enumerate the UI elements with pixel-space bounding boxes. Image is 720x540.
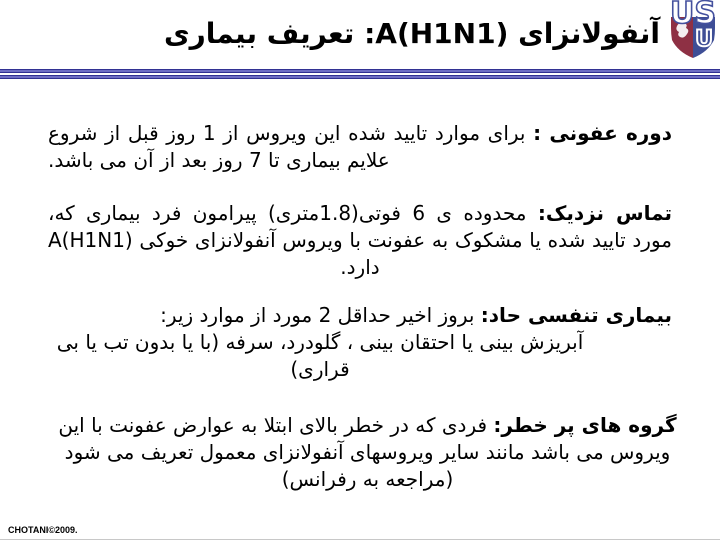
logo-monogram-us: US bbox=[670, 0, 716, 31]
paragraph-infectious-period bbox=[48, 120, 672, 174]
paragraph-high-risk-groups bbox=[55, 412, 680, 494]
paragraph-text-high-risk: فردی که در خطر بالای ابتلا به عوارض عفونت با این ویروس می باشد مانند سایر ویروسهای آنفولانزای معمول تعریف می شود (مراجعه به رفرانس) bbox=[58, 413, 671, 492]
paragraph-lead-close-contact: تماس نزدیک: bbox=[537, 201, 672, 225]
paragraph-text-infectious-period: برای موارد تایید شده این ویروس از 1 روز قبل از شروع علایم بیماری تا 7 روز بعد از آن می باشد. bbox=[48, 121, 534, 173]
paragraph-lead-infectious-period: دوره عفونی : bbox=[533, 121, 672, 145]
symptoms-list-text: آبریزش بینی یا احتقان بینی ، گلودرد، سرفه (با یا بدون تب یا بی قراری) bbox=[56, 330, 584, 382]
copyright-text: CHOTANI©2009. bbox=[8, 525, 78, 535]
paragraph-close-contact bbox=[48, 200, 672, 282]
paragraph-text-acute-respiratory: بروز اخیر حداقل 2 مورد از موارد زیر: bbox=[160, 303, 481, 327]
title-text-left: : تعریف بیماری bbox=[163, 17, 376, 50]
paragraph-acute-respiratory-symptoms bbox=[40, 329, 600, 383]
shield-letter-u: U bbox=[695, 27, 713, 52]
title-divider-rule bbox=[0, 69, 720, 80]
paragraph-text-close-contact-a: محدوده ی 6 فوتی(1.8متری) پیرامون فرد بیماری که، مورد تایید شده یا مشکوک به عفونت با ویروس آنفولانزای خوکی bbox=[48, 201, 672, 253]
usu-shield-logo-icon bbox=[666, 0, 720, 60]
divider-line-bottom bbox=[0, 75, 720, 79]
paragraph-text-close-contact-b: دارد. bbox=[340, 255, 380, 280]
virus-code-inline: A(H1N1) bbox=[48, 228, 133, 253]
title-text-right: آنفولانزای bbox=[518, 17, 660, 50]
paragraph-acute-respiratory-head bbox=[48, 302, 672, 329]
paragraph-lead-acute-respiratory: بیماری تنفسی حاد: bbox=[480, 303, 672, 327]
paragraph-lead-high-risk: گروه های پر خطر: bbox=[493, 413, 677, 437]
title-virus-code: A(H1N1) bbox=[375, 17, 509, 50]
slide-title bbox=[40, 16, 660, 52]
